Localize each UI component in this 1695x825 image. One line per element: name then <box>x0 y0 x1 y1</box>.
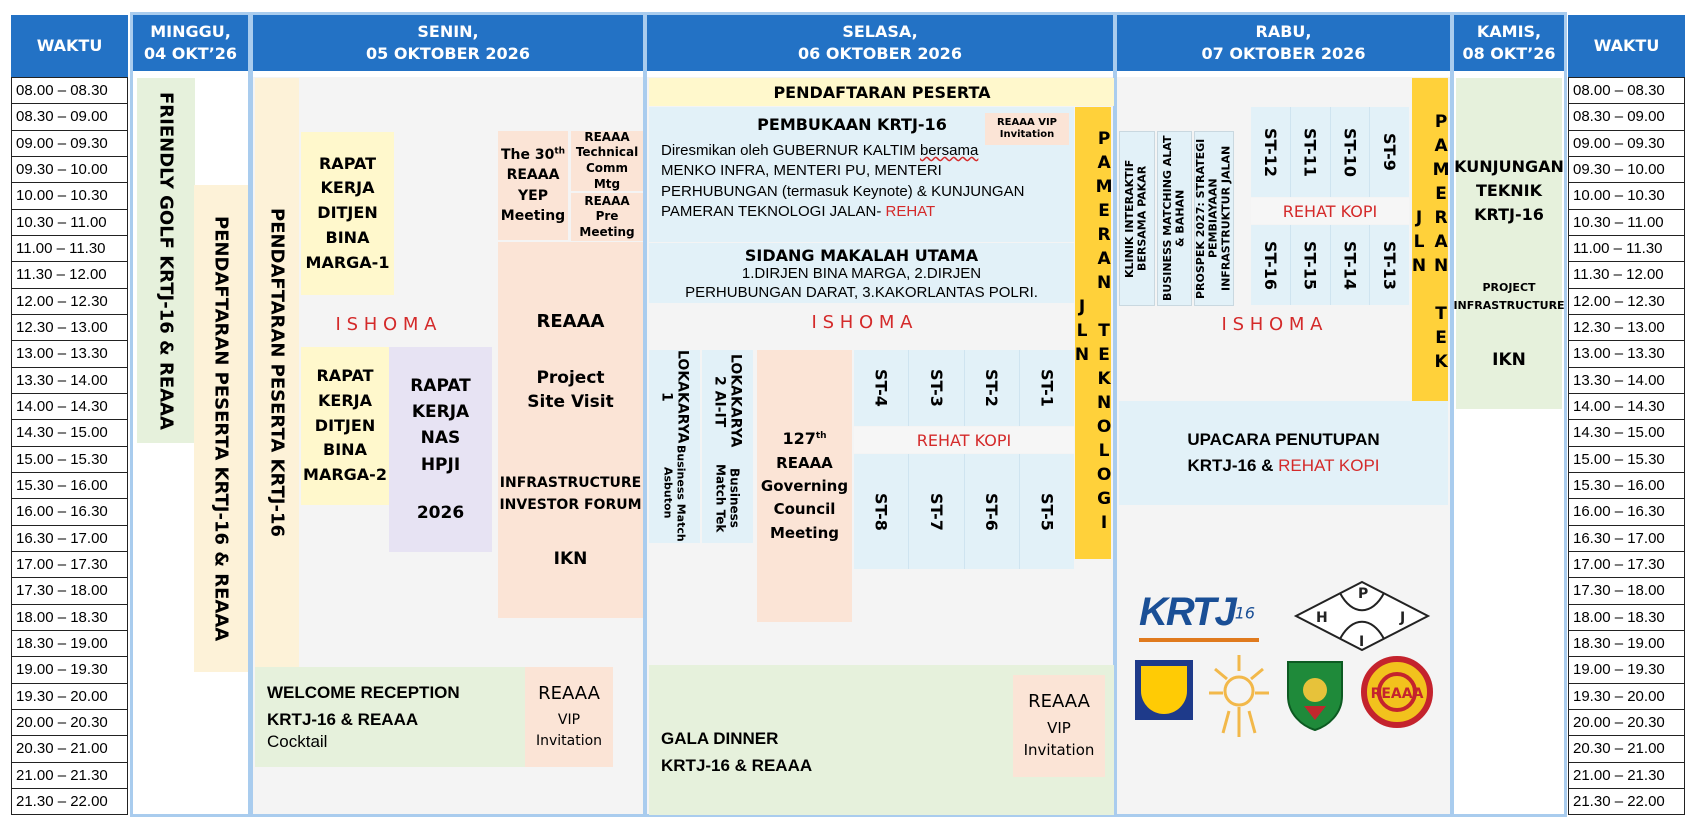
session-slot <box>1020 454 1074 569</box>
project-infra-label <box>1453 277 1565 317</box>
yep-line: REAAA <box>506 167 560 184</box>
time-slot: 11.00 – 11.30 <box>1568 236 1685 262</box>
session-slot <box>1331 107 1371 197</box>
session-slot <box>965 350 1020 426</box>
day-name: SENIN, <box>417 22 479 42</box>
loka1-sub: Business Match Asbuton <box>661 444 688 542</box>
keynote-title: SIDANG MAKALAH UTAMA <box>744 245 979 265</box>
welcome-line: KRTJ-16 & REAAA <box>267 710 419 730</box>
time-slot: 21.30 – 22.00 <box>1568 789 1685 815</box>
hpji-letter-p: P <box>1358 586 1369 602</box>
session-slot-label: ST-10 <box>1340 127 1360 177</box>
rapat-kerja-bm1-event <box>301 132 394 295</box>
vip-line: VIP <box>1047 718 1071 737</box>
session-slot-label: ST-4 <box>871 369 891 407</box>
time-slot: 08.30 – 09.00 <box>11 104 128 130</box>
hpji-letter-i: I <box>1359 634 1365 650</box>
rapat1-line: BINA <box>325 227 370 247</box>
investor-line: INFRASTRUCTURE <box>499 474 642 491</box>
time-slot: 18.00 – 18.30 <box>11 605 128 631</box>
time-slot: 20.30 – 21.00 <box>1568 736 1685 762</box>
rapat2-line: RAPAT <box>316 366 374 385</box>
closing-ceremony-label <box>1119 427 1448 478</box>
session-slot <box>909 350 964 426</box>
day-name: RABU, <box>1255 22 1312 42</box>
rapat-kerja-hpji-event <box>389 347 492 552</box>
selasa-st-bottom <box>854 454 1074 569</box>
project-line: PROJECT <box>1482 281 1536 295</box>
time-slot: 19.00 – 19.30 <box>11 657 128 683</box>
time-slot: 19.30 – 20.00 <box>11 684 128 710</box>
opening-vip-line: REAAA VIP <box>996 116 1058 128</box>
day-column-rabu <box>1114 12 1453 817</box>
rabu-sessions <box>1119 131 1236 306</box>
time-slot: 18.00 – 18.30 <box>1568 605 1685 631</box>
yep-meeting-event <box>498 131 568 240</box>
session-slot-label: ST-11 <box>1300 127 1320 177</box>
site-visit-label <box>498 365 643 417</box>
hpji-letter-j: J <box>1400 610 1406 626</box>
time-slot: 20.00 – 20.30 <box>11 710 128 736</box>
opening-description <box>661 141 1081 222</box>
opening-vip-line: Invitation <box>999 129 1055 140</box>
vip-title: REAAA <box>538 683 600 705</box>
krtj-logo-sup: 16 <box>1234 603 1256 623</box>
shield-icon <box>1284 656 1346 732</box>
time-slot: 16.00 – 16.30 <box>1568 499 1685 525</box>
opening-line-4: PAMERAN TEKNOLOGI JALAN- <box>661 202 886 220</box>
time-slot: 21.00 – 21.30 <box>1568 763 1685 789</box>
day-column-senin <box>250 12 646 817</box>
loka2-main: LOKAKARYA 2 AI-IT <box>711 354 744 448</box>
technical-comm-meeting-event <box>571 131 643 191</box>
loka1-main: LOKAKARYA 1 <box>658 350 691 444</box>
gc-line: Council <box>773 500 836 519</box>
friendly-golf-event <box>137 78 195 443</box>
time-slot: 16.30 – 17.00 <box>1568 526 1685 552</box>
time-slot: 15.00 – 15.30 <box>1568 447 1685 473</box>
day-column-minggu <box>130 12 251 817</box>
yep-sup: th <box>554 146 566 157</box>
day-name: KAMIS, <box>1476 22 1542 42</box>
time-slot: 15.30 – 16.00 <box>1568 473 1685 499</box>
time-slot: 11.30 – 12.00 <box>11 262 128 288</box>
time-slot: 17.30 – 18.00 <box>1568 578 1685 604</box>
day-column-selasa <box>644 12 1116 817</box>
time-slot: 14.30 – 15.00 <box>11 420 128 446</box>
rabu-session-box <box>1157 131 1193 306</box>
senin-ishoma: I S H O M A <box>335 313 437 335</box>
investor-line: INVESTOR FORUM <box>499 497 642 513</box>
selasa-st-top <box>854 350 1074 426</box>
welcome-line: WELCOME RECEPTION <box>267 683 460 702</box>
pre-meeting-line: REAAA <box>584 193 630 208</box>
pre-meeting-line: Pre Meeting <box>579 209 635 239</box>
day-header-rabu <box>1117 15 1450 71</box>
lokakarya-1-event <box>649 350 700 543</box>
site-visit-line: Project <box>536 368 605 389</box>
keynote-line: PERHUBUNGAN DARAT, 3.KAKORLANTAS POLRI. <box>685 283 1038 301</box>
senin-vip-invitation <box>525 667 613 767</box>
day-header-selasa <box>647 15 1113 71</box>
day-date: 04 OKT’26 <box>143 44 238 63</box>
time-slot: 20.00 – 20.30 <box>1568 710 1685 736</box>
rapat1-line: DITJEN <box>317 203 378 223</box>
time-slot: 10.30 – 11.00 <box>1568 210 1685 236</box>
reaaa-logo <box>1361 656 1433 728</box>
day-date: 07 OKTOBER 2026 <box>1201 44 1366 63</box>
day-column-kamis <box>1451 12 1567 817</box>
time-header-right: WAKTU <box>1568 15 1685 77</box>
rabu-rehat-kopi: REHAT KOPI <box>1251 198 1409 224</box>
pu-logo <box>1135 660 1193 720</box>
time-slot: 21.30 – 22.00 <box>11 789 128 815</box>
time-slot-list-right <box>1568 77 1685 815</box>
time-slot: 12.30 – 13.00 <box>11 315 128 341</box>
time-slot: 15.30 – 16.00 <box>11 473 128 499</box>
time-slot: 21.00 – 21.30 <box>11 763 128 789</box>
friendly-golf-label: FRIENDLY GOLF KRTJ-16 & REAAA <box>155 91 177 430</box>
session-slot-label: ST-9 <box>1380 133 1400 171</box>
kunjungan-line: KRTJ-16 <box>1474 205 1544 224</box>
rapat2-line: MARGA-2 <box>303 465 387 485</box>
time-slot: 10.00 – 10.30 <box>11 183 128 209</box>
time-slot: 13.00 – 13.30 <box>1568 341 1685 367</box>
vip-line: VIP <box>557 712 581 729</box>
pameran-teknologi-event <box>1072 107 1115 559</box>
rapat1-line: MARGA-1 <box>305 252 390 272</box>
time-slot: 11.00 – 11.30 <box>11 236 128 262</box>
krtj-logo-text: KRTJ <box>1139 590 1235 634</box>
rabu-session-label: KLINIK INTERAKTIF BERSAMA PAKAR <box>1123 159 1149 278</box>
time-slot: 14.00 – 14.30 <box>1568 394 1685 420</box>
session-slot-label: ST-7 <box>926 492 946 531</box>
gala-line: KRTJ-16 & REAAA <box>661 756 813 776</box>
rapat2-line: KERJA <box>318 390 372 410</box>
hpji-line: RAPAT <box>410 375 471 396</box>
kunjungan-line: KUNJUNGAN <box>1454 157 1564 176</box>
session-slot-label: ST-8 <box>871 492 891 531</box>
reaaa-logo-text: REAAA <box>1370 686 1424 702</box>
senin-registration-event <box>255 78 299 668</box>
time-column-left <box>8 12 131 817</box>
session-slot <box>1331 225 1371 305</box>
hpji-logo-shape <box>1292 580 1432 652</box>
closing-line-1: UPACARA PENUTUPAN <box>1187 430 1380 449</box>
hpji-line: HPJI <box>420 454 461 475</box>
tech-comm-line: Comm Mtg <box>585 161 629 191</box>
lokakarya-2-event <box>702 350 753 543</box>
time-slot: 16.30 – 17.00 <box>11 526 128 552</box>
kamis-ikn-label: IKN <box>1492 350 1526 370</box>
vip-line: Invitation <box>1023 740 1095 759</box>
session-slot-label: ST-14 <box>1340 240 1360 290</box>
keynote-speakers <box>649 265 1074 303</box>
time-slot: 09.30 – 10.00 <box>1568 157 1685 183</box>
sun-emblem-icon <box>1207 651 1271 741</box>
time-slot: 19.00 – 19.30 <box>1568 657 1685 683</box>
session-slot <box>965 454 1020 569</box>
rapat2-line: BINA <box>323 440 367 460</box>
rabu-st-top <box>1251 107 1409 197</box>
time-slot: 17.00 – 17.30 <box>1568 552 1685 578</box>
keynote-line: 1.DIRJEN BINA MARGA, 2.DIRJEN <box>741 265 982 282</box>
time-slot: 09.30 – 10.00 <box>11 157 128 183</box>
day-name: MINGGU, <box>150 22 231 42</box>
time-slot: 17.00 – 17.30 <box>11 552 128 578</box>
closing-line-2a: KRTJ-16 & <box>1187 455 1279 475</box>
selasa-vip-invitation <box>1013 675 1105 777</box>
kaltim-logo <box>1284 656 1346 732</box>
day-header-kamis <box>1454 15 1564 71</box>
yep-the: The 30 <box>500 146 555 163</box>
session-slot <box>1251 225 1291 305</box>
time-slot: 14.30 – 15.00 <box>1568 420 1685 446</box>
session-slot-label: ST-3 <box>926 369 946 407</box>
cocktail-label: Cocktail <box>267 732 328 751</box>
session-slot <box>909 454 964 569</box>
project-line: INFRASTRUCTURE <box>1453 299 1565 312</box>
selasa-rehat-kopi: REHAT KOPI <box>854 427 1074 453</box>
time-slot: 19.30 – 20.00 <box>1568 684 1685 710</box>
time-slot: 12.00 – 12.30 <box>1568 289 1685 315</box>
opening-bersama: bersama <box>919 142 979 159</box>
time-slot: 14.00 – 14.30 <box>11 394 128 420</box>
hpji-line: KERJA <box>411 401 470 422</box>
krtj-logo <box>1139 590 1279 645</box>
rapat1-line: RAPAT <box>318 153 376 173</box>
time-column-right <box>1565 12 1688 817</box>
reaaa-emblem-icon <box>1361 656 1433 728</box>
hpji-logo <box>1292 580 1432 652</box>
yep-line: Meeting <box>500 207 566 224</box>
time-slot: 16.00 – 16.30 <box>11 499 128 525</box>
rapat1-line: KERJA <box>320 178 375 198</box>
session-slot <box>1370 225 1409 305</box>
governing-council-event <box>757 350 852 622</box>
session-slot <box>854 454 909 569</box>
time-slot-list <box>11 77 128 815</box>
loka2-sub: Business Match Tek <box>713 463 742 532</box>
rapat2-line: DITJEN <box>314 415 376 435</box>
vip-title: REAAA <box>1028 690 1090 712</box>
hpji-line: NAS <box>420 428 461 449</box>
gala-line: GALA DINNER <box>661 729 779 748</box>
time-slot: 09.00 – 09.30 <box>11 131 128 157</box>
vip-line: Invitation <box>535 732 603 749</box>
pre-meeting-event <box>571 193 643 241</box>
opening-line-1: Diresmikan oleh GUBERNUR KALTIM <box>661 142 916 159</box>
gc-sup: th <box>815 431 827 442</box>
time-slot: 13.30 – 14.00 <box>11 368 128 394</box>
time-slot: 09.00 – 09.30 <box>1568 131 1685 157</box>
session-slot <box>1020 350 1074 426</box>
session-slot <box>1251 107 1291 197</box>
reaaa-title: REAAA <box>536 310 605 332</box>
yep-line: YEP <box>518 187 548 204</box>
session-slot-label: ST-16 <box>1260 240 1280 290</box>
hpji-line: 2026 <box>416 503 465 524</box>
time-slot: 18.30 – 19.00 <box>1568 631 1685 657</box>
site-visit-line: Site Visit <box>527 392 614 412</box>
day-date: 08 OKT’26 <box>1462 44 1556 63</box>
rabu-session-box <box>1119 131 1155 306</box>
session-slot-label: ST-1 <box>1037 369 1057 407</box>
session-slot-label: ST-12 <box>1260 127 1280 177</box>
time-slot: 10.00 – 10.30 <box>1568 183 1685 209</box>
selasa-ishoma: I S H O M A <box>811 311 913 333</box>
time-slot: 12.00 – 12.30 <box>11 289 128 315</box>
pameran-tek-event <box>1409 78 1452 409</box>
closing-line-2b: REHAT KOPI <box>1278 455 1380 475</box>
senin-ikn-label: IKN <box>553 549 588 569</box>
day-date: 05 OKTOBER 2026 <box>366 44 530 63</box>
danantara-logo <box>1207 651 1271 741</box>
rabu-st-bottom <box>1251 225 1409 305</box>
minggu-registration-event <box>194 185 248 672</box>
opening-line-2: MENKO INFRA, MENTERI PU, MENTERI <box>661 162 942 180</box>
gc-line: Governing <box>760 477 849 496</box>
time-slot: 08.30 – 09.00 <box>1568 104 1685 130</box>
time-header: WAKTU <box>11 15 128 77</box>
gc-line: Meeting <box>769 523 839 542</box>
session-slot <box>1370 107 1409 197</box>
time-slot: 18.30 – 19.00 <box>11 631 128 657</box>
pameran-tek-label: PAMERAN TEK JLN <box>1409 111 1452 376</box>
tech-comm-line: Technical <box>575 145 639 160</box>
time-slot: 17.30 – 18.00 <box>11 578 128 604</box>
investor-forum-label <box>498 469 643 519</box>
day-date: 06 OKTOBER 2026 <box>798 44 962 63</box>
session-slot-label: ST-15 <box>1300 240 1320 290</box>
rabu-session-label: PROSPEK 2027: STRATEGI PEMBIAYAAN INFRASTRUKTUR JALAN <box>1194 138 1233 299</box>
session-slot <box>1291 107 1331 197</box>
time-slot: 11.30 – 12.00 <box>1568 262 1685 288</box>
rabu-session-label: BUSINESS MATCHING ALAT & BAHAN <box>1160 135 1187 302</box>
selasa-registration-event: PENDAFTARAN PESERTA <box>649 78 1115 106</box>
time-slot: 08.00 – 08.30 <box>11 77 128 104</box>
time-slot: 10.30 – 11.00 <box>11 210 128 236</box>
rapat-kerja-bm2-event <box>301 347 389 505</box>
day-header-minggu <box>133 15 248 71</box>
session-slot-label: ST-6 <box>982 492 1002 531</box>
time-slot: 20.30 – 21.00 <box>11 736 128 762</box>
pameran-label: PAMERAN TEKNOLOGI JLN <box>1072 129 1115 537</box>
session-slot <box>854 350 909 426</box>
session-slot-label: ST-13 <box>1380 240 1400 290</box>
opening-title: PEMBUKAAN KRTJ-16 <box>757 114 947 134</box>
hpji-letter-h: H <box>1316 610 1328 626</box>
session-slot-label: ST-5 <box>1037 492 1057 531</box>
minggu-registration-label: PENDAFTARAN PESERTA KRTJ-16 & REAAA <box>210 215 232 642</box>
welcome-reception-label <box>267 679 517 733</box>
tech-comm-line: REAAA <box>584 129 630 144</box>
time-slot: 12.30 – 13.00 <box>1568 315 1685 341</box>
time-slot: 15.00 – 15.30 <box>11 447 128 473</box>
kunjungan-line: TEKNIK <box>1476 181 1542 200</box>
time-slot: 13.30 – 14.00 <box>1568 368 1685 394</box>
time-slot: 08.00 – 08.30 <box>1568 77 1685 104</box>
time-slot: 13.00 – 13.30 <box>11 341 128 367</box>
gc-line: REAAA <box>776 453 833 472</box>
day-name: SELASA, <box>842 22 918 42</box>
gala-dinner-label <box>661 725 921 779</box>
opening-rehat: REHAT <box>885 202 936 220</box>
session-slot-label: ST-2 <box>982 369 1002 407</box>
opening-line-3: PERHUBUNGAN (termasuk Keynote) & KUNJUNGAN <box>661 182 1025 200</box>
gc-num: 127 <box>782 429 816 449</box>
kunjungan-label <box>1456 151 1562 231</box>
session-slot <box>1291 225 1331 305</box>
rabu-session-box <box>1194 131 1234 306</box>
senin-registration-label: PENDAFTARAN PESERTA KRTJ-16 <box>266 208 288 538</box>
rabu-ishoma: I S H O M A <box>1221 313 1323 335</box>
day-header-senin <box>253 15 643 71</box>
